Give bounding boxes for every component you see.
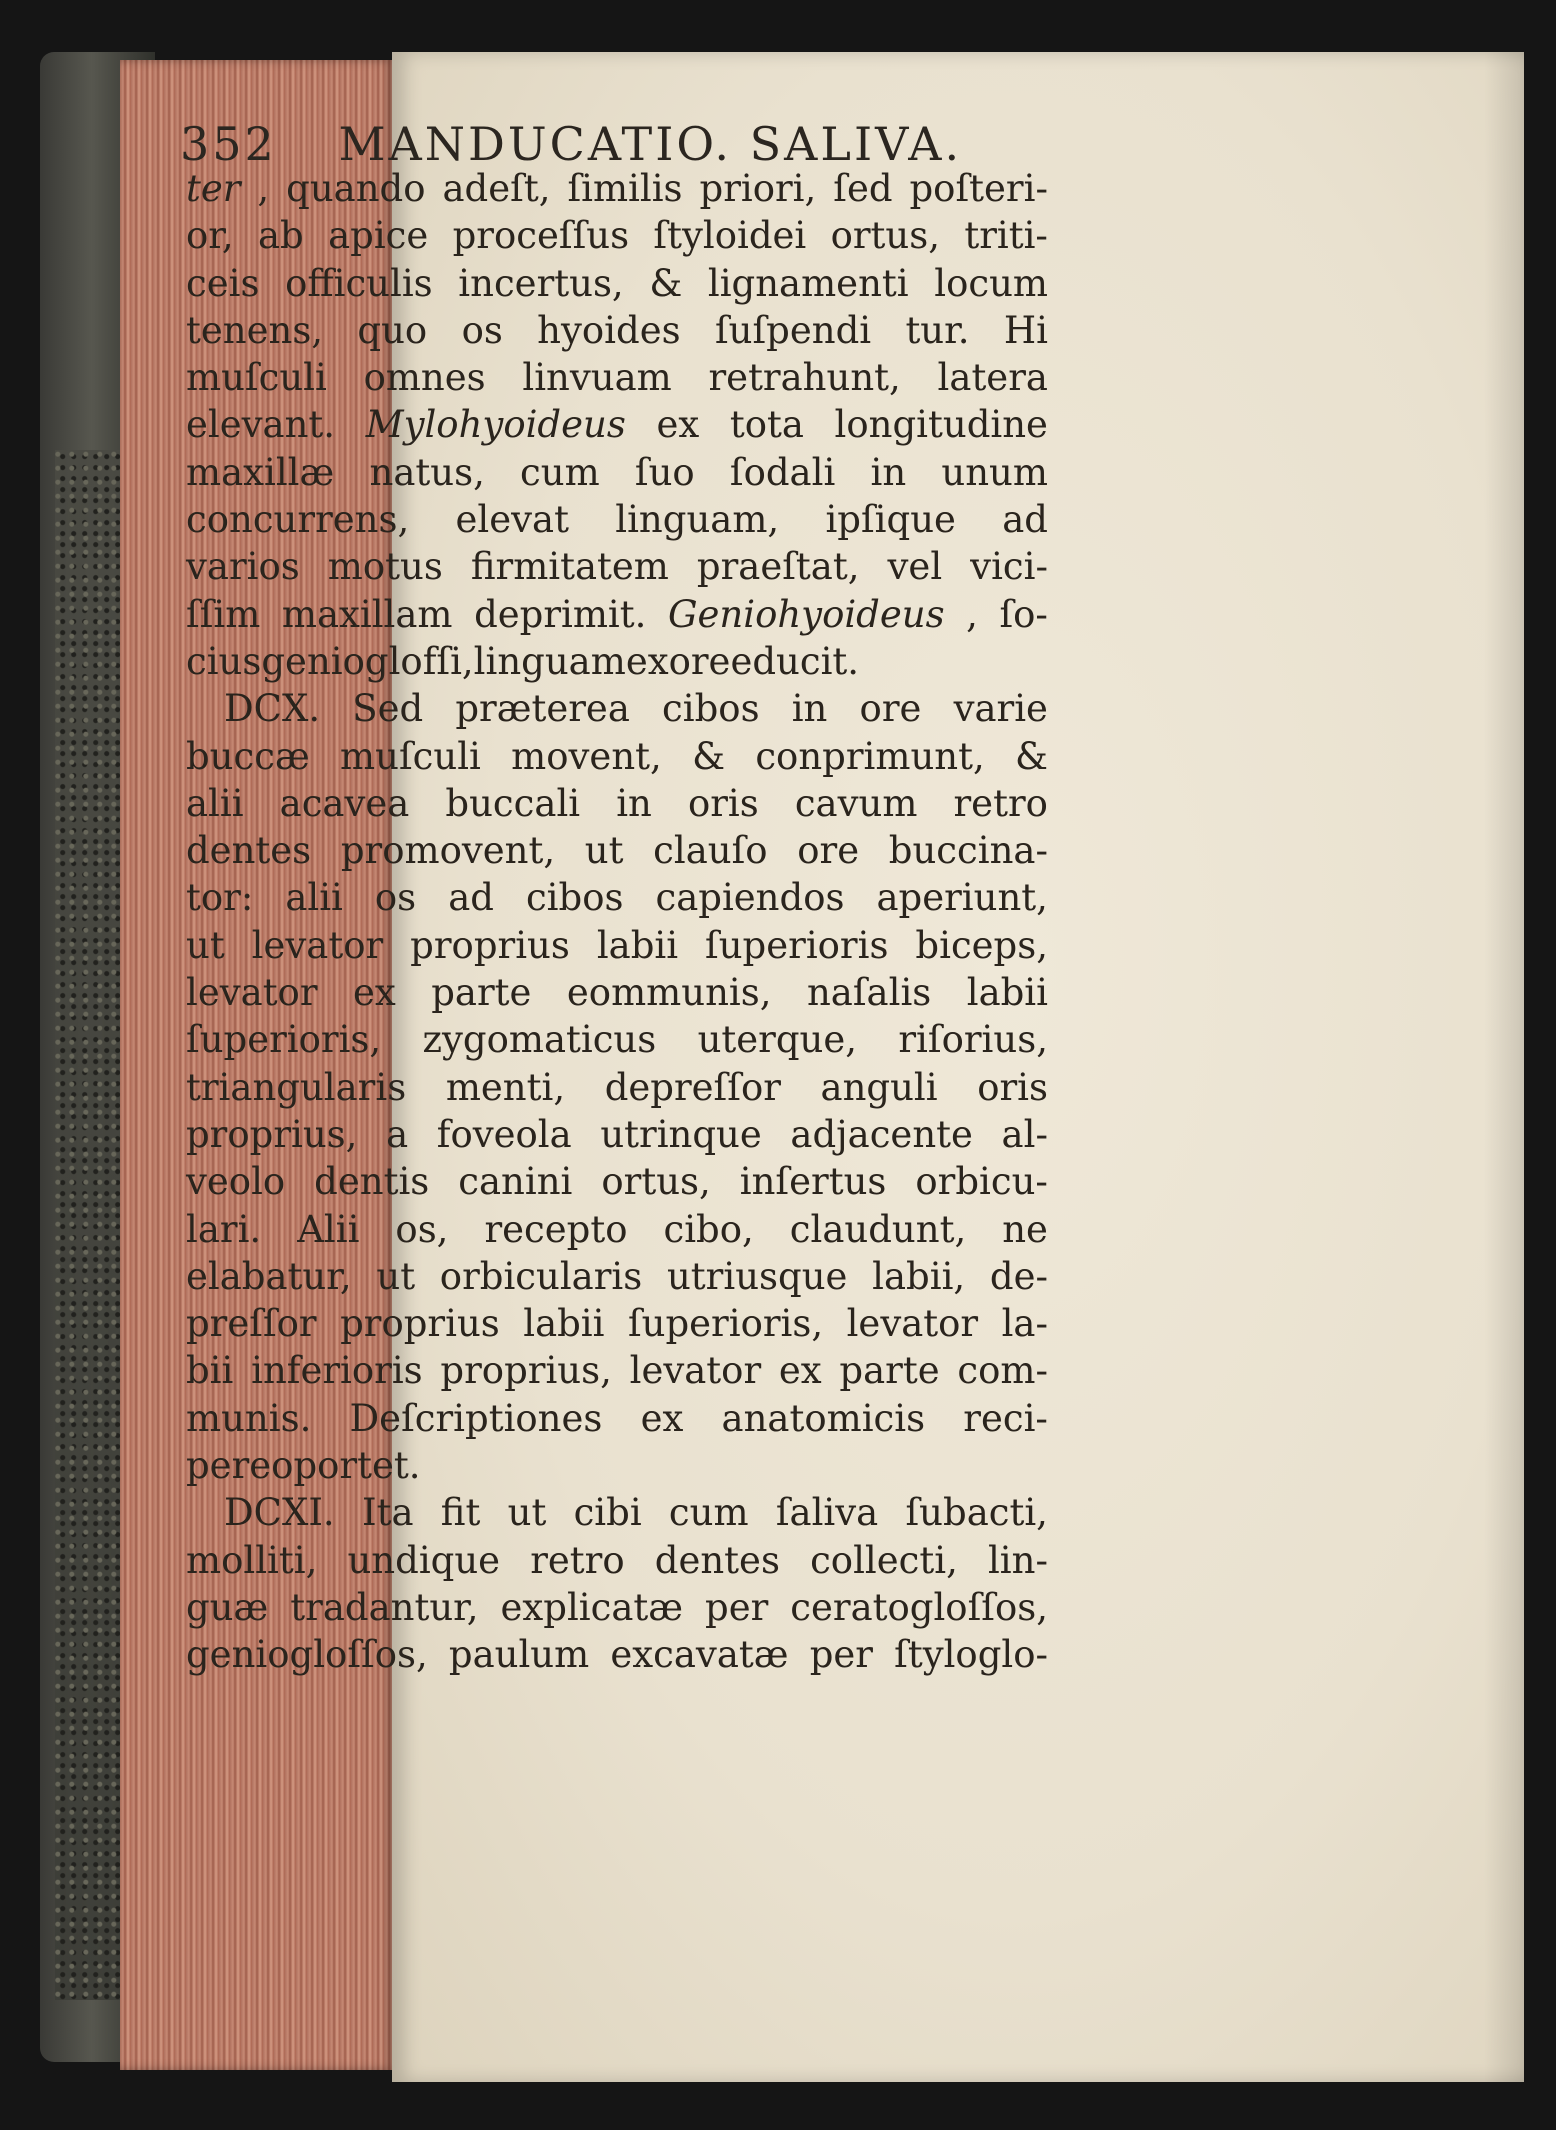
word: vel [887,545,943,589]
text-line [186,1064,1048,1111]
word: proprius, [186,1112,358,1156]
word: levator [251,923,384,967]
word: ſuſpendi [714,308,872,352]
word: zygomaticus [422,1018,657,1062]
text-line [186,1489,1048,1536]
text-line [186,1347,1048,1394]
word: tota [729,403,804,447]
word: oris [687,781,759,825]
word: anguli [820,1065,938,1109]
word: præterea [455,687,630,731]
word: eommunis, [566,971,772,1015]
word: Mylohyoideus [365,403,626,447]
word: apice [328,214,429,258]
word: linguam [473,639,626,683]
text-line [186,638,1048,685]
word: in [616,781,652,825]
word: ſuperioris, [186,1018,382,1062]
word: ſodali [729,450,836,494]
word: bii [186,1349,234,1393]
word: retro [530,1538,625,1582]
word: ciusgenioglofſi, [186,639,474,683]
word: triti- [964,214,1048,258]
word: & [692,734,726,778]
word: riſorius, [898,1018,1048,1062]
word: claudunt, [789,1207,967,1251]
word: & [649,261,683,305]
word: os [374,876,417,920]
word: geniogloſſos, [186,1633,428,1677]
word: poſteri- [909,167,1048,210]
word: omnes [363,356,486,400]
word: tor: [186,876,254,920]
word: excavatæ [610,1633,789,1677]
word: ſuperioris, [627,1302,824,1346]
word: inferioris [251,1349,423,1393]
word: buccæ [186,734,310,778]
word: elabatur, [186,1254,352,1298]
word: ceratogloſſos, [790,1585,1048,1629]
word: promovent, [340,829,556,873]
text-line [186,827,1048,874]
word: quo [357,308,428,352]
word: Sed [352,687,424,731]
word: adeſt, [442,167,551,210]
text-line [186,1111,1048,1158]
text-line [186,1584,1048,1631]
text-line [186,1158,1048,1205]
word: capiendos [655,876,845,920]
word: elevat [455,498,569,542]
word: anatomicis [721,1396,926,1440]
word: fit [440,1491,481,1535]
word: , [966,592,978,636]
word: levator [186,971,318,1015]
word: motus [327,545,443,589]
word: in [870,450,907,494]
marbled-cover [55,450,125,2000]
word: parte [839,1349,940,1393]
word: firmitatem [470,545,669,589]
word: oris [977,1065,1048,1109]
word: buccali [445,781,581,825]
word: unum [941,450,1048,494]
word: maxillam [281,592,453,636]
text-line [186,496,1048,543]
word: per [705,1585,769,1629]
text-line [186,260,1048,307]
word: retrahunt, [708,356,901,400]
text-line [186,969,1048,1016]
word: com- [957,1349,1048,1393]
word: lignamenti [707,261,909,305]
word: munis. [186,1396,312,1440]
text-line [186,1206,1048,1253]
text-line [186,165,1048,212]
word: utrinque [600,1112,762,1156]
word: clauſo [653,829,768,873]
word: per [809,1633,873,1677]
word: ter [186,167,241,210]
word: utriusque [666,1254,848,1298]
word: vici- [970,545,1048,589]
word: cum [520,450,600,494]
word: ceis [186,261,260,305]
word: elevant. [186,403,336,447]
word: aperiunt, [876,876,1048,920]
word: pere [186,1444,272,1488]
word: ut [186,923,225,967]
body-text [186,165,1048,1679]
word: proprius [340,1302,500,1346]
word: ex [353,971,396,1015]
word: ab [258,214,304,258]
word: depreſſor [604,1065,781,1109]
word: cum [668,1491,749,1535]
word: inſertus [739,1160,887,1204]
word: & [1015,734,1048,778]
word: ut [376,1254,416,1298]
word: ore [859,687,922,731]
word: explicatæ [500,1585,684,1629]
page-shadow [1484,52,1524,2082]
word: ſuperioris [705,923,889,967]
word: ſtyloidei [653,214,807,258]
word: a [386,1112,409,1156]
text-line [186,1395,1048,1442]
text-line [186,1442,1048,1489]
word: la- [1001,1302,1048,1346]
word: ex [656,403,700,447]
word: in [791,687,828,731]
word: lin- [987,1538,1048,1582]
word: triangularis [186,1065,407,1109]
word: Ita [361,1491,414,1535]
text-line [186,449,1048,496]
word: conprimunt, [755,734,985,778]
word: maxillæ [186,450,335,494]
word: cibo, [663,1207,754,1251]
word: labii [523,1302,605,1346]
word: or, [186,214,234,258]
word: cibi [573,1491,642,1535]
word: retro [953,781,1048,825]
word: DCXI. [224,1491,335,1535]
text-line [186,401,1048,448]
word: quando [286,167,426,210]
text-line [186,733,1048,780]
word: ſo- [999,592,1048,636]
word: latera [937,356,1048,400]
word: ex [640,1396,684,1440]
word: undique [347,1538,501,1582]
page-number: 352 [180,117,277,171]
word: orbicu- [915,1160,1048,1204]
word: linvuam [522,356,672,400]
text-line [186,307,1048,354]
word: ſtyloglo- [894,1633,1048,1677]
word: tenens, [186,308,324,352]
word: levator [629,1349,762,1393]
word: muſculi [186,356,327,400]
word: educit. [730,639,860,683]
word: hyoides [537,308,681,352]
word: ipſique [825,498,956,542]
word: oportet. [271,1444,421,1488]
word: ſaliva [775,1491,879,1535]
word: ad [1002,498,1048,542]
text-line [186,1631,1048,1678]
word: muſculi [340,734,481,778]
word: movent, [511,734,662,778]
word: uterque, [697,1018,858,1062]
text-line [186,1253,1048,1300]
word: buccina- [888,829,1048,873]
word: adjacente [790,1112,973,1156]
word: ore [668,639,731,683]
word: ſed [833,167,893,210]
word: paulum [448,1633,590,1677]
text-line [186,543,1048,590]
word: reci- [963,1396,1048,1440]
word: DCX. [224,687,321,731]
word: varie [953,687,1048,731]
text-line [186,685,1048,732]
word: levator [846,1302,979,1346]
word: Deſcriptiones [349,1396,603,1440]
word: naſalis [806,971,932,1015]
word: cavum [794,781,918,825]
word: lari. [186,1207,262,1251]
word: recepto [484,1207,628,1251]
word: dentes [186,829,312,873]
word: varios [186,545,300,589]
word: ad [448,876,494,920]
word: ex [625,639,669,683]
word: biceps, [915,923,1048,967]
word: collecti, [810,1538,958,1582]
word: foveola [436,1112,572,1156]
text-line [186,1537,1048,1584]
word: ortus, [830,214,940,258]
word: officulis [285,261,433,305]
word: Hi [1003,308,1048,352]
text-line [186,591,1048,638]
word: menti, [445,1065,566,1109]
word: alii [186,781,244,825]
word: ore [797,829,860,873]
text-line [186,780,1048,827]
word: deprimit. [474,592,647,636]
word: proprius, [440,1349,612,1393]
text-line [186,354,1048,401]
text-line [186,212,1048,259]
word: ortus, [601,1160,711,1204]
word: al- [1001,1112,1048,1156]
word: locum [934,261,1048,305]
text-line [186,1300,1048,1347]
word: ut [507,1491,547,1535]
word: ſſim [186,592,261,636]
word: ſubacti, [905,1491,1048,1535]
word: preſſor [186,1302,317,1346]
word: canini [458,1160,573,1204]
word: ut [584,829,624,873]
word: veolo [186,1160,286,1204]
word: concurrens, [186,498,410,542]
word: cibos [662,687,760,731]
word: dentis [314,1160,430,1204]
word: praeſtat, [696,545,860,589]
word: parte [431,971,532,1015]
word: ſimilis [567,167,683,210]
word: os, [395,1207,449,1251]
word: ne [1002,1207,1048,1251]
word: proceſſus [452,214,630,258]
text-line [186,922,1048,969]
word: labii [966,971,1048,1015]
word: acavea [279,781,410,825]
word: alii [285,876,343,920]
word: ex [778,1349,822,1393]
word: Geniohyoideus [667,592,945,636]
text-line [186,1016,1048,1063]
word: cibos [525,876,624,920]
word: natus, [369,450,485,494]
word: linguam, [615,498,780,542]
word: longitudine [834,403,1048,447]
word: orbicularis [439,1254,643,1298]
running-title: MANDUCATIO. SALIVA. [338,117,963,171]
word: os [461,308,503,352]
word: labii [596,923,679,967]
word: proprius [410,923,570,967]
word: tradantur, [290,1585,479,1629]
word: ſuo [634,450,695,494]
word: incertus, [458,261,624,305]
text-line [186,874,1048,921]
word: Alii [297,1207,360,1251]
word: labii, [872,1254,966,1298]
word: de- [989,1254,1048,1298]
word: dentes [654,1538,780,1582]
word: priori, [699,167,817,210]
word: tur. [905,308,970,352]
word: molliti, [186,1538,318,1582]
word: guæ [186,1585,269,1629]
word: , [257,167,270,210]
